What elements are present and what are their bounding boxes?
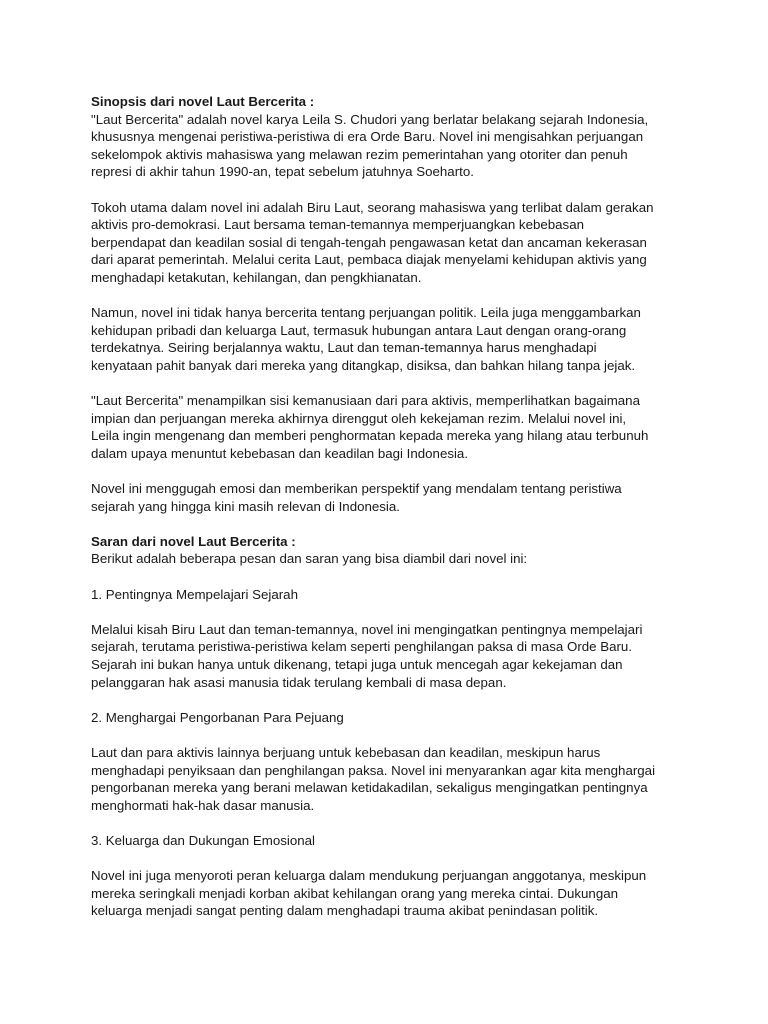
- paragraph-line: dalam upaya menuntut kebebasan dan keadilan bagi Indonesia.: [91, 445, 469, 461]
- suggestion-title: [91, 832, 691, 850]
- paragraph-line: Laut dan para aktivis lainnya berjuang untuk kebebasan dan keadilan, meskipun harus: [91, 744, 601, 760]
- document-page: [91, 93, 691, 938]
- suggestion-title-text: 3. Keluarga dan Dukungan Emosional: [91, 832, 315, 848]
- synopsis-heading: Sinopsis dari novel Laut Bercerita :: [91, 94, 315, 109]
- paragraph-line: dari aparat pemerintah. Melalui cerita Laut, pembaca diajak menyelami kehidupan aktivis yang: [91, 252, 647, 268]
- paragraph-line: kenyataan pahit banyak dari mereka yang ditangkap, disiksa, dan bahkan hilang tanpa jejak.: [91, 357, 636, 373]
- paragraph-line: "Laut Bercerita" adalah novel karya Leila S. Chudori yang berlatar belakang sejarah Indonesia,: [91, 111, 649, 127]
- paragraph-line: khususnya mengenai peristiwa-peristiwa di era Orde Baru. Novel ini mengisahkan perjuangan: [91, 129, 644, 145]
- paragraph-line: aktivis pro-demokrasi. Laut bersama teman-temannya memperjuangkan kebebasan: [91, 217, 584, 233]
- suggestion-title-text: 2. Menghargai Pengorbanan Para Pejuang: [91, 709, 344, 725]
- paragraph-line: Namun, novel ini tidak hanya bercerita tentang perjuangan politik. Leila juga menggambarkan: [91, 305, 641, 321]
- paragraph-line: impian dan perjuangan mereka akhirnya direnggut oleh kekejaman rezim. Melalui novel ini,: [91, 410, 627, 426]
- paragraph-line: menghadapi ketakutan, kehilangan, dan pengkhianatan.: [91, 269, 422, 285]
- paragraph-line: sejarah yang hingga kini masih relevan di Indonesia.: [91, 498, 400, 514]
- paragraph-line: pelanggaran hak asasi manusia tidak terulang kembali di masa depan.: [91, 674, 507, 690]
- suggestion-body: [91, 621, 691, 691]
- paragraph-line: "Laut Bercerita" menampilkan sisi kemanusiaan dari para aktivis, memperlihatkan bagaimana: [91, 393, 640, 409]
- paragraph-line: sekelompok aktivis mahasiswa yang melawan rezim pemerintahan yang otoriter dan penuh: [91, 146, 628, 162]
- paragraph-line: menghadapi penyiksaan dan penghilangan paksa. Novel ini menyarankan agar kita menghargai: [91, 762, 656, 778]
- synopsis-paragraph: [91, 392, 691, 462]
- suggestion-body: [91, 744, 691, 814]
- paragraph-line: kehidupan pribadi dan keluarga Laut, termasuk hubungan antara Laut dengan orang-orang: [91, 322, 627, 338]
- paragraph-line: mereka seringkali menjadi korban akibat kehilangan orang yang mereka cintai. Dukungan: [91, 885, 619, 901]
- paragraph-line: Leila ingin mengenang dan memberi penghormatan kepada mereka yang hilang atau terbunuh: [91, 428, 649, 444]
- paragraph-line: Melalui kisah Biru Laut dan teman-temannya, novel ini mengingatkan pentingnya mempelajari: [91, 621, 643, 637]
- paragraph-line: terdekatnya. Seiring berjalannya waktu, Laut dan teman-temannya harus menghadapi: [91, 340, 597, 356]
- suggestions-section-intro: [91, 533, 691, 568]
- paragraph-line: sejarah, terutama peristiwa-peristiwa kelam seperti penghilangan paksa di masa Orde Baru.: [91, 639, 633, 655]
- paragraph-line: Sejarah ini bukan hanya untuk dikenang, tetapi juga untuk mencegah agar kekejaman dan: [91, 657, 623, 672]
- suggestion-title: [91, 586, 691, 604]
- synopsis-section-intro: [91, 93, 691, 181]
- paragraph-line: Tokoh utama dalam novel ini adalah Biru Laut, seorang mahasiswa yang terlibat dalam gerakan: [91, 199, 654, 215]
- suggestion-body: [91, 867, 691, 920]
- paragraph-line: berpendapat dan keadilan sosial di tengah-tengah pengawasan ketat dan ancaman kekerasan: [91, 234, 647, 250]
- paragraph-line: menghormati hak-hak dasar manusia.: [91, 797, 315, 813]
- paragraph-line: represi di akhir tahun 1990-an, tepat sebelum jatuhnya Soeharto.: [91, 164, 474, 180]
- suggestion-title-text: 1. Pentingnya Mempelajari Sejarah: [91, 586, 298, 602]
- paragraph-line: keluarga menjadi sangat penting dalam menghadapi trauma akibat penindasan politik.: [91, 903, 599, 919]
- suggestions-intro: Berikut adalah beberapa pesan dan saran yang bisa diambil dari novel ini:: [91, 551, 528, 567]
- paragraph-line: Novel ini juga menyoroti peran keluarga dalam mendukung perjuangan anggotanya, meskipun: [91, 868, 647, 884]
- synopsis-paragraph: [91, 199, 691, 287]
- suggestion-title: [91, 709, 691, 727]
- suggestions-heading: Saran dari novel Laut Bercerita :: [91, 533, 296, 549]
- synopsis-paragraph: [91, 480, 691, 515]
- synopsis-paragraph: [91, 304, 691, 374]
- paragraph-line: pengorbanan mereka yang berani melawan ketidakadilan, sekaligus mengingatkan pentingnya: [91, 780, 648, 796]
- paragraph-line: Novel ini menggugah emosi dan memberikan perspektif yang mendalam tentang peristiwa: [91, 481, 622, 497]
